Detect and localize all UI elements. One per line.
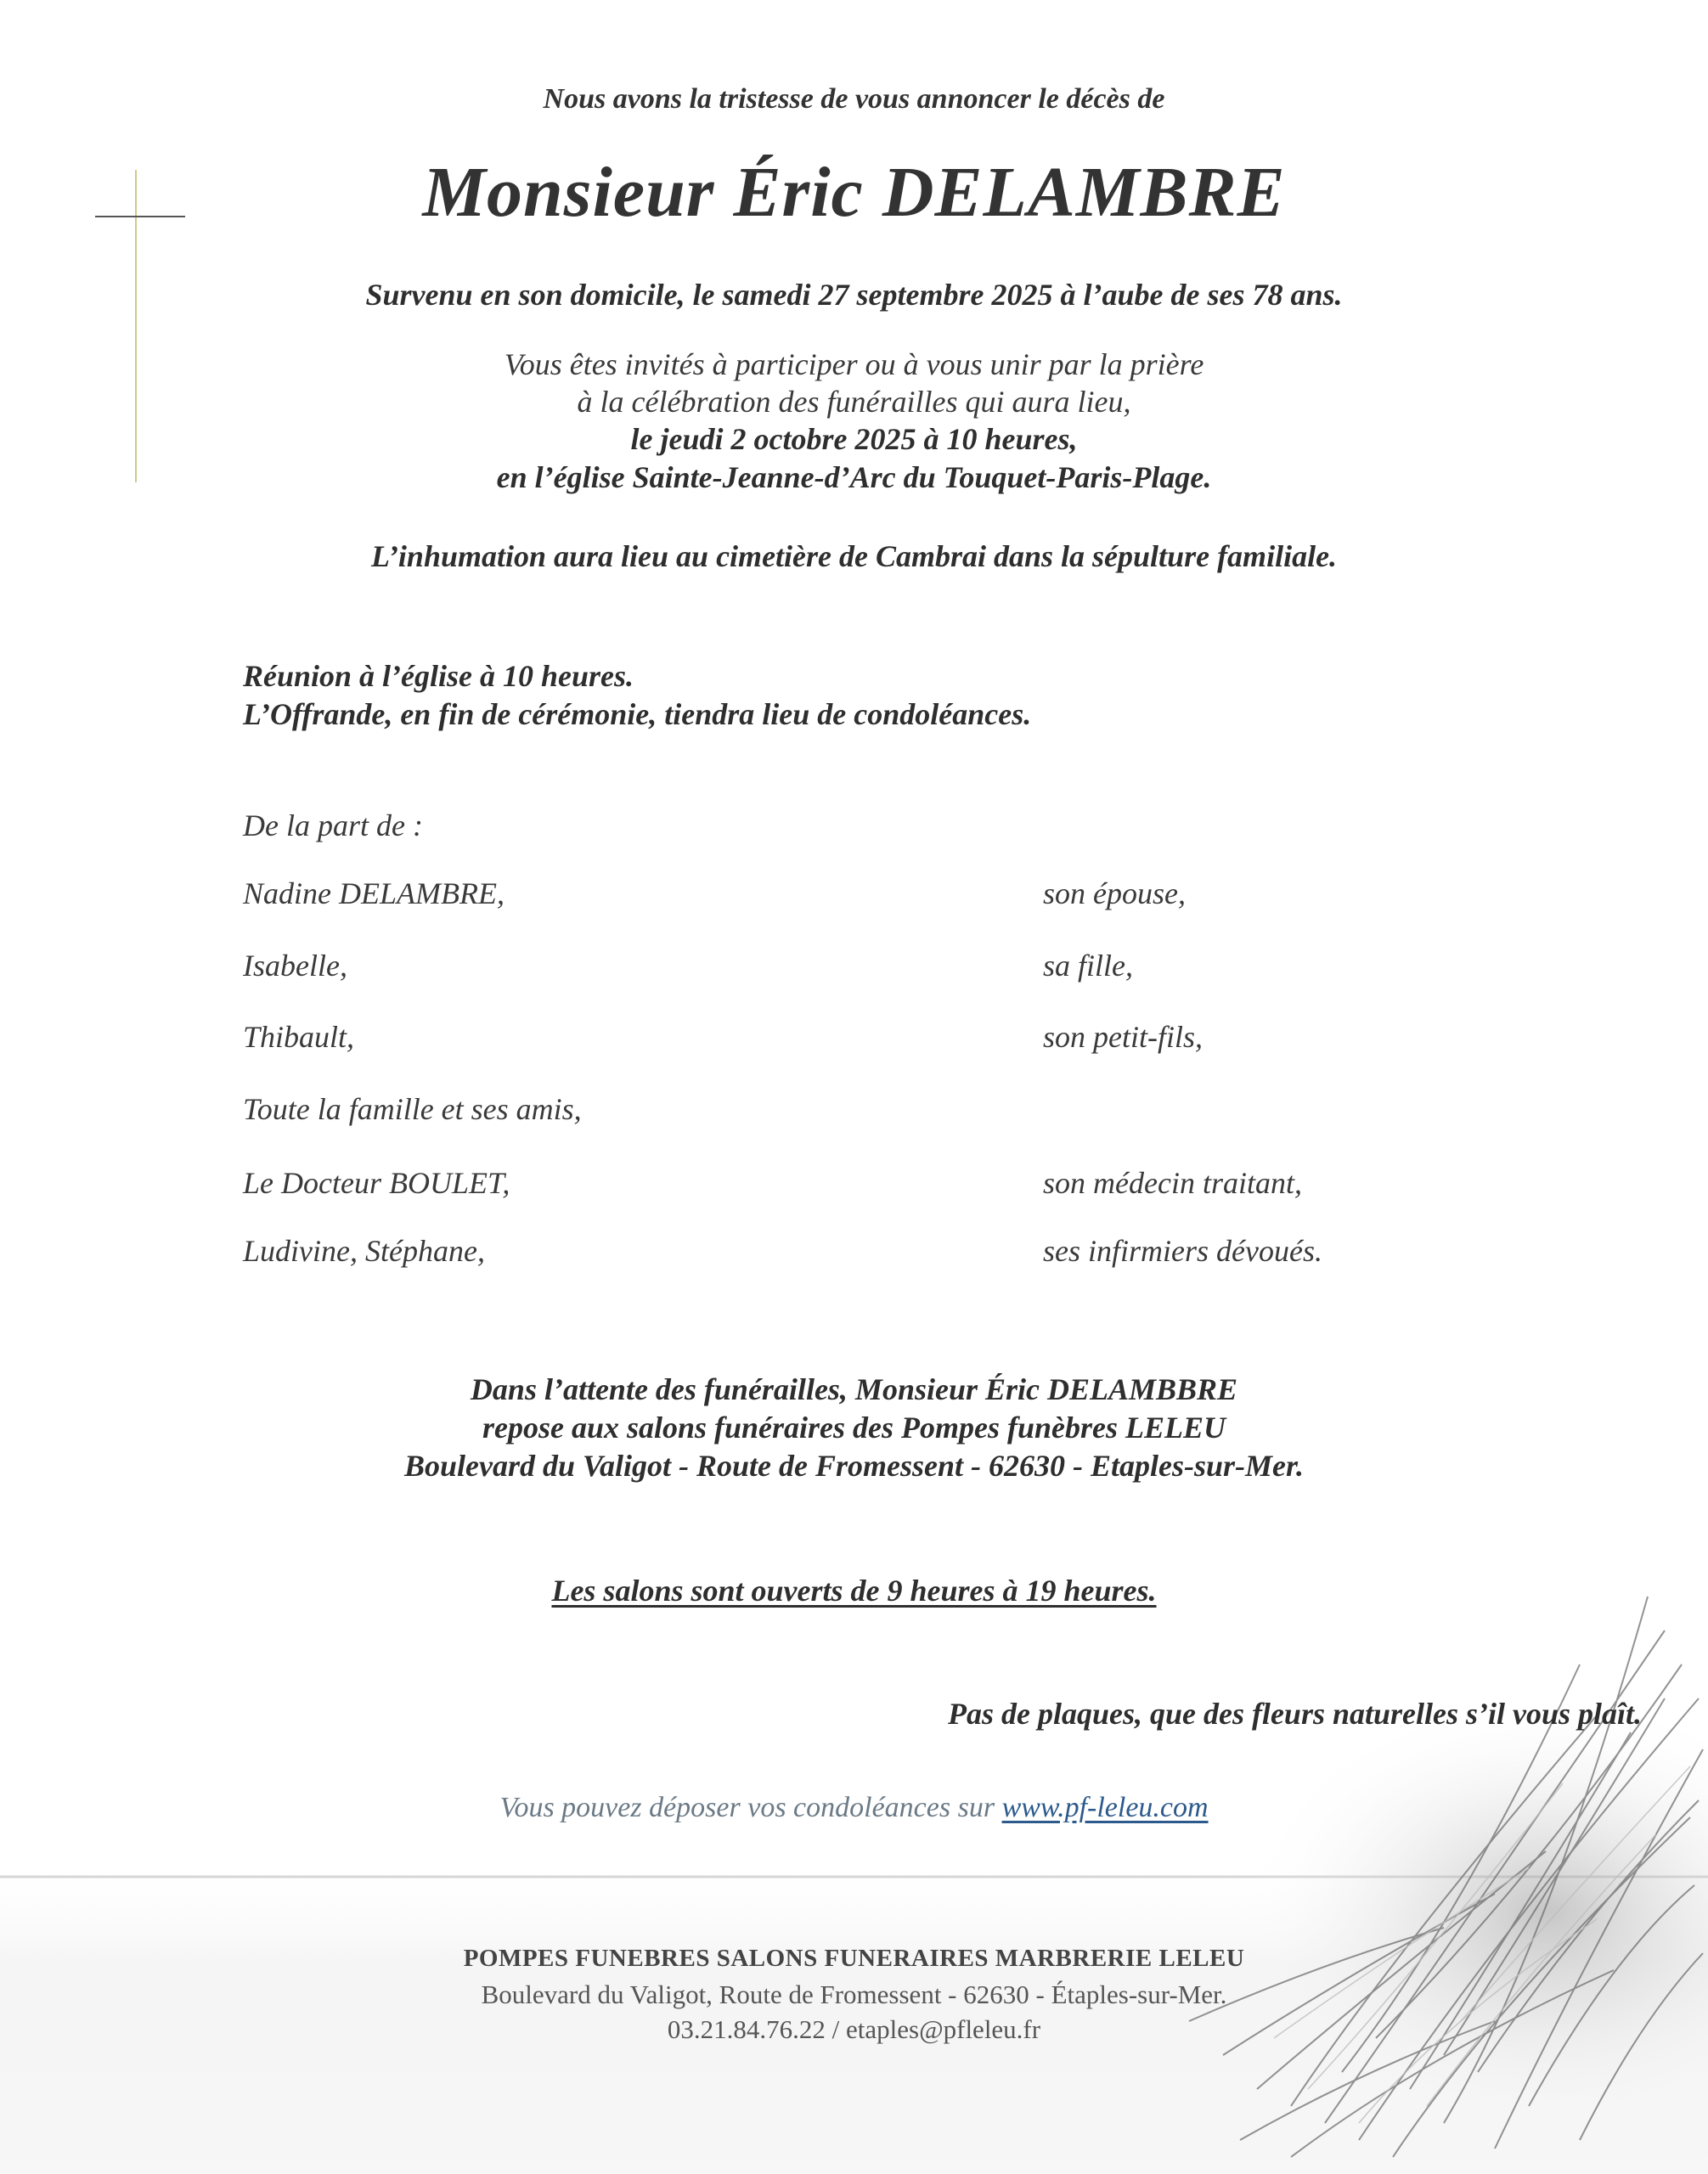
meeting-line-2: L’Offrande, en fin de cérémonie, tiendra lieu de condoléances. [243,697,1032,731]
condolences-line [0,1792,1708,1824]
family-member-name: Thibault, [243,1020,355,1054]
family-member-name: Ludivine, Stéphane, [243,1234,485,1268]
repose-line-2: repose aux salons funéraires des Pompes funèbres LELEU [482,1411,1226,1445]
burial-text: L’inhumation aura lieu au cimetière de Cambrai dans la sépulture familiale. [370,539,1338,573]
family-member-relation: son petit-fils, [1043,1020,1203,1054]
invitation-date: le jeudi 2 octobre 2025 à 10 heures, [630,422,1078,456]
family-member-name: Toute la famille et ses amis, [243,1092,582,1126]
family-member-relation: son médecin traitant, [1043,1166,1302,1200]
family-member-name: Isabelle, [243,949,347,983]
invitation-line-2: à la célébration des funérailles qui aura lieu, [577,385,1131,419]
family-member-relation: son épouse, [1043,876,1186,910]
salon-hours [0,1573,1708,1608]
repose-address: Boulevard du Valigot - Route de Fromessent - 62630 - Etaples-sur-Mer. [403,1449,1305,1483]
family-member-name: Le Docteur BOULET, [243,1166,510,1200]
invitation-church: en l’église Sainte-Jeanne-d’Arc du Touquet-Paris-Plage. [496,460,1212,494]
footer-contact: 03.21.84.76.22 / etaples@pfleleu.fr [667,2014,1041,2044]
death-details: Survenu en son domicile, le samedi 27 septembre 2025 à l’aube de ses 78 ans. [365,278,1343,312]
family-member-relation: sa fille, [1043,949,1133,983]
footer-address: Boulevard du Valigot, Route de Fromessent - 62630 - Étaples-sur-Mer. [481,1980,1227,2009]
family-member-name: Nadine DELAMBRE, [243,876,505,910]
repose-line-1: Dans l’attente des funérailles, Monsieur Éric DELAMBBRE [470,1372,1238,1406]
family-member-relation: ses infirmiers dévoués. [1043,1234,1322,1268]
from-label: De la part de : [243,808,423,842]
meeting-line-1: Réunion à l’église à 10 heures. [243,659,634,693]
condolences-text: Vous pouvez déposer vos condoléances sur [499,1792,1002,1823]
invitation-line-1: Vous êtes invités à participer ou à vous unir par la prière [504,347,1204,381]
salon-hours-text: Les salons sont ouverts de 9 heures à 19 heures. [551,1574,1157,1608]
footer-company: POMPES FUNEBRES SALONS FUNERAIRES MARBRERIE LELEU [463,1945,1245,1972]
deceased-name: Monsieur Éric DELAMBRE [422,153,1286,232]
intro-text: Nous avons la tristesse de vous annoncer le décès de [543,83,1165,115]
flowers-note: Pas de plaques, que des fleurs naturelles s’il vous plaît. [947,1697,1642,1731]
condolences-link[interactable]: www.pf-leleu.com [1001,1792,1209,1823]
